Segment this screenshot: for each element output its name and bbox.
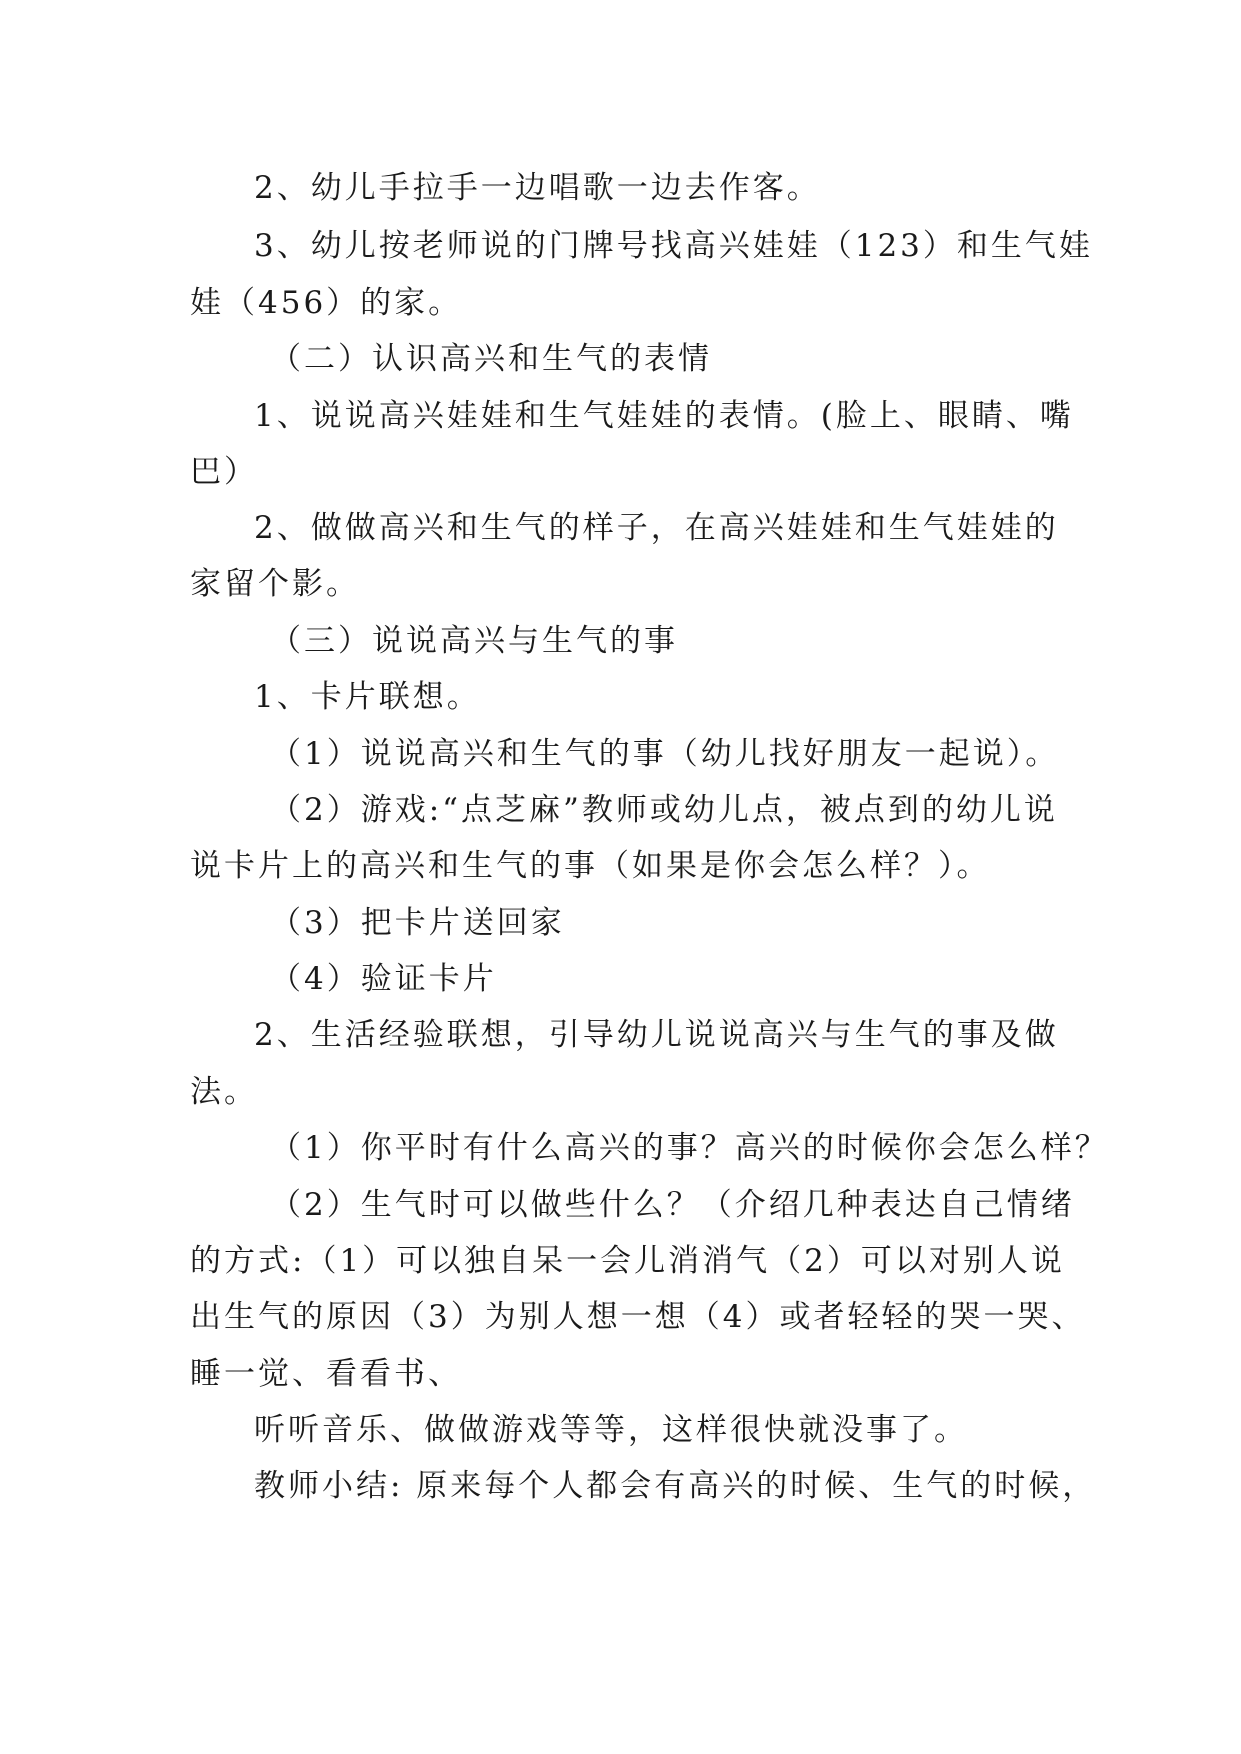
paragraph-line: （1）你平时有什么高兴的事？高兴的时候你会怎么样？	[270, 1130, 1109, 1166]
paragraph-line: （4）验证卡片	[270, 961, 497, 997]
paragraph-line: 的方式:（1）可以独自呆一会儿消消气（2）可以对别人说	[190, 1243, 1065, 1279]
paragraph-line: 法。	[190, 1074, 258, 1110]
paragraph-line: 3、幼儿按老师说的门牌号找高兴娃娃（123）和生气娃	[254, 228, 1093, 264]
paragraph-line: （3）把卡片送回家	[270, 905, 565, 941]
paragraph-line: 家留个影。	[190, 566, 360, 602]
paragraph-line: 睡一觉、看看书、	[190, 1356, 462, 1392]
paragraph-line: （2）生气时可以做些什么？（介绍几种表达自己情绪	[270, 1187, 1075, 1223]
paragraph-line: 教师小结: 原来每个人都会有高兴的时候、生气的时候，	[254, 1468, 1097, 1504]
paragraph-line: 巴）	[190, 454, 258, 490]
paragraph-line: 2、生活经验联想，引导幼儿说说高兴与生气的事及做	[254, 1017, 1059, 1053]
paragraph-line: 娃（456）的家。	[190, 285, 463, 321]
paragraph-line: 2、幼儿手拉手一边唱歌一边去作客。	[254, 170, 821, 206]
section-heading: （二）认识高兴和生气的表情	[270, 341, 712, 377]
section-heading: （三）说说高兴与生气的事	[270, 623, 678, 659]
paragraph-line: 1、卡片联想。	[254, 679, 481, 715]
paragraph-line: 2、做做高兴和生气的样子，在高兴娃娃和生气娃娃的	[254, 510, 1059, 546]
paragraph-line: 出生气的原因（3）为别人想一想（4）或者轻轻的哭一哭、	[190, 1299, 1086, 1335]
paragraph-line: （2）游戏:“点芝麻”教师或幼儿点，被点到的幼儿说	[270, 792, 1058, 828]
paragraph-line: 1、说说高兴娃娃和生气娃娃的表情。(脸上、眼睛、嘴	[254, 398, 1074, 434]
paragraph-line: 听听音乐、做做游戏等等，这样很快就没事了。	[254, 1412, 968, 1448]
paragraph-line: （1）说说高兴和生气的事（幼儿找好朋友一起说）。	[270, 736, 1060, 772]
paragraph-line: 说卡片上的高兴和生气的事（如果是你会怎么样？）。	[190, 848, 991, 884]
